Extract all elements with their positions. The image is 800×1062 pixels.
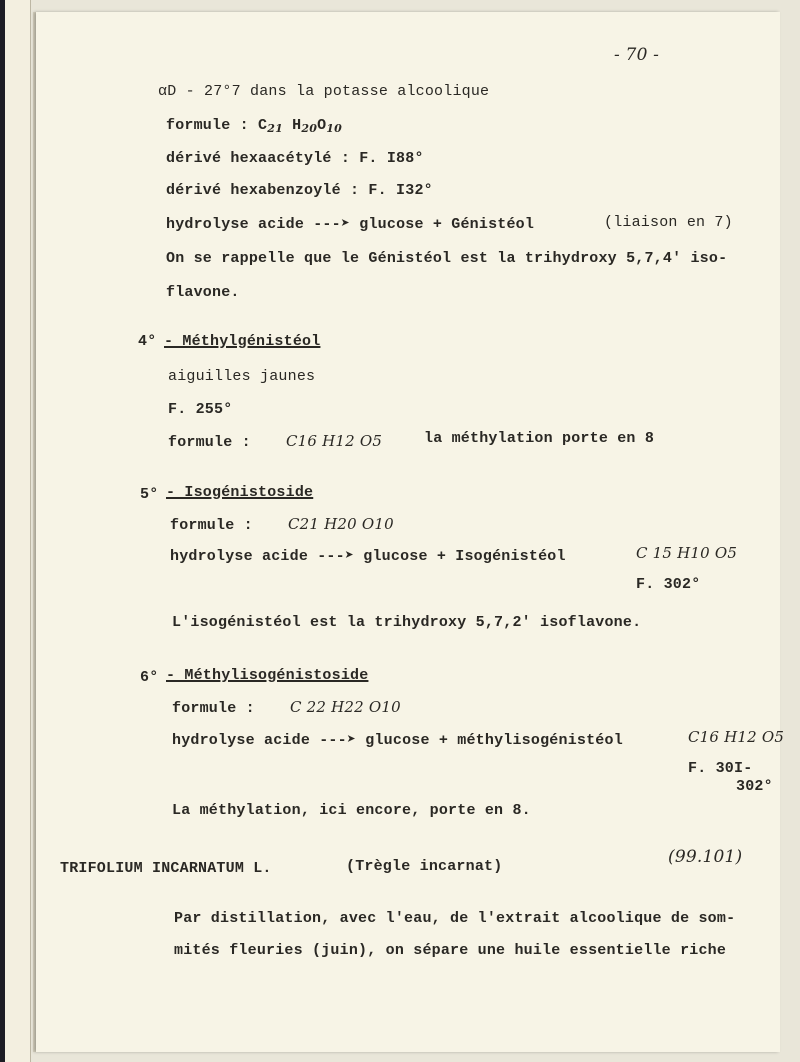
recall-line-2: flavone.: [166, 284, 240, 301]
section-6-formula: C 22 H22 O10: [290, 698, 401, 716]
section-6-note: La méthylation, ici encore, porte en 8.: [172, 802, 531, 819]
section-4-melting-point: F. 255°: [168, 401, 233, 418]
section-5-note: L'isogénistéol est la trihydroxy 5,7,2' isoflavone.: [172, 614, 642, 631]
hexabenzoyl-line: dérivé hexabenzoylé : F. I32°: [166, 182, 433, 199]
hexaacetyl-line: dérivé hexaacétylé : F. I88°: [166, 150, 424, 167]
recall-line-1: On se rappelle que le Génistéol est la trihydroxy 5,7,4' iso-: [166, 250, 728, 267]
section-4-needles: aiguilles jaunes: [168, 368, 316, 385]
species-common-name: (Trègle incarnat): [346, 858, 503, 875]
section-6-melting-point-2: 302°: [736, 778, 773, 795]
linkage-note: (liaison en 7): [604, 214, 733, 231]
section-5-number: 5°: [140, 486, 159, 503]
paragraph-line-1: Par distillation, avec l'eau, de l'extrait alcoolique de som-: [174, 910, 736, 927]
section-5-title: - Isogénistoside: [166, 484, 314, 501]
section-5-formula: C21 H20 O10: [288, 515, 394, 533]
binding-edge: [0, 0, 5, 1062]
section-6-formula-label: formule :: [172, 700, 255, 717]
species-name: TRIFOLIUM INCARNATUM L.: [60, 860, 272, 877]
section-4-formula-label: formule :: [168, 434, 251, 451]
section-5-product-formula: C 15 H10 O5: [636, 544, 738, 562]
document-page: [36, 12, 785, 1052]
section-5-formula-label: formule :: [170, 517, 253, 534]
section-4-number: 4°: [138, 333, 157, 350]
formula-o: O: [317, 117, 327, 134]
section-6-product-formula: C16 H12 O5: [688, 728, 785, 746]
species-reference: (99.101): [668, 847, 743, 867]
paragraph-line-2: mités fleuries (juin), on sépare une huile essentielle riche: [174, 942, 727, 959]
optical-rotation-line: αD - 27°7 dans la potasse alcoolique: [158, 83, 490, 100]
section-5-melting-point: F. 302°: [636, 576, 701, 593]
page-number: - 70 -: [614, 45, 660, 65]
section-6-hydrolysis: hydrolyse acide ---➤ glucose + méthylisogénistéol: [172, 732, 623, 749]
section-6-melting-point-1: F. 30I-: [688, 760, 753, 777]
formula-line: [166, 117, 342, 138]
formula-c-subscript: 21: [267, 122, 283, 135]
section-5-hydrolysis: hydrolyse acide ---➤ glucose + Isogénistéol: [170, 548, 566, 565]
formula-h: H: [282, 117, 302, 134]
formula-o-subscript: 10: [326, 122, 342, 135]
section-4-title: - Méthylgénistéol: [164, 333, 321, 350]
hydrolysis-line: hydrolyse acide ---➤ glucose + Génistéol: [166, 216, 535, 233]
formula-prefix: formule : C: [166, 117, 268, 134]
section-6-number: 6°: [140, 669, 159, 686]
section-4-formula: C16 H12 O5: [286, 432, 383, 450]
section-4-methylation: la méthylation porte en 8: [424, 430, 655, 447]
formula-h-subscript: 20: [301, 122, 318, 135]
section-6-title: - Méthylisogénistoside: [166, 667, 369, 684]
